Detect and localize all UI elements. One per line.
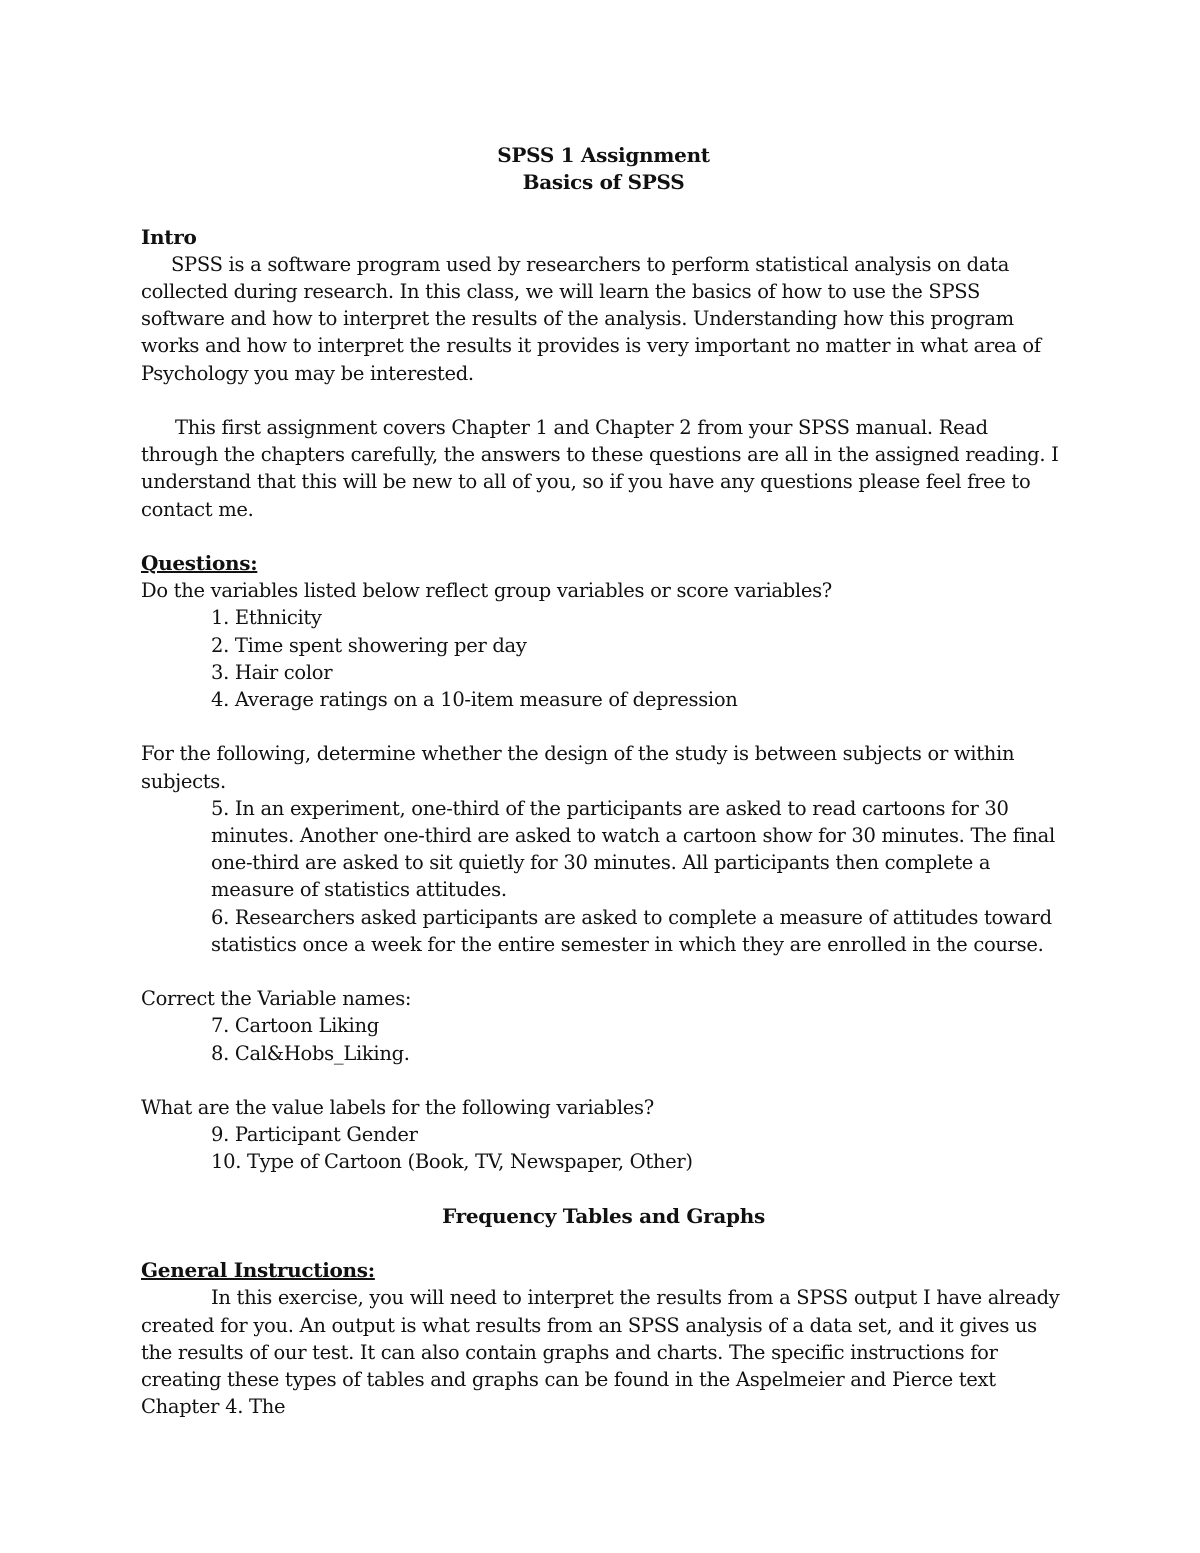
list-item: 8. Cal&Hobs_Liking.: [211, 1041, 410, 1065]
spacer: [141, 1067, 1066, 1094]
spacer: [141, 713, 1066, 740]
spacer: [141, 1230, 1066, 1257]
design-prompt: For the following, determine whether the design of the study is between subjects or within subjects.: [141, 742, 1015, 793]
variable-names-prompt: Correct the Variable names:: [141, 987, 412, 1011]
list-item: 4. Average ratings on a 10-item measure of depression: [211, 688, 738, 712]
list-item: 6. Researchers asked participants are asked to complete a measure of attitudes toward statistics once a week for the entire semester in which they are enrolled in the course.: [211, 905, 1052, 956]
questions-heading: Questions:: [141, 551, 258, 575]
spacer: [141, 1176, 1066, 1203]
list-item: 1. Ethnicity: [211, 606, 322, 630]
list-item: 3. Hair color: [211, 660, 333, 684]
list-item: 5. In an experiment, one-third of the participants are asked to read cartoons for 30 minutes. Another one-third are asked to watch a cartoon show for 30 minutes. The final one-third are asked to sit quietly for 30 minutes. All participants then complete a measure of statistics attitudes.: [211, 796, 1055, 902]
value-labels-prompt: What are the value labels for the following variables?: [141, 1096, 654, 1120]
spacer: [141, 196, 1066, 223]
document-body: [141, 142, 1066, 1420]
intro-heading: Intro: [141, 224, 197, 249]
general-instructions-heading: General Instructions:: [141, 1258, 375, 1283]
value-labels-list: [141, 1121, 1066, 1175]
general-instructions-paragraph: In this exercise, you will need to interpret the results from a SPSS output I have already created for you. An output is what results from an SPSS analysis of a data set, and it gives us the results of our test. It can also contain graphs and charts. The specific instructions for creating these types of tables and graphs can be found in the Aspelmeier and Pierce text Chapter 4. The: [141, 1286, 1060, 1419]
list-item: 2. Time spent showering per day: [211, 633, 527, 657]
frequency-section-heading: Frequency Tables and Graphs: [442, 1203, 765, 1228]
variable-names-list: [141, 1012, 1066, 1066]
title-line-2: Basics of SPSS: [522, 170, 685, 195]
list-item: 10. Type of Cartoon (Book, TV, Newspaper, Other): [211, 1150, 693, 1174]
intro-paragraph-1: SPSS is a software program used by researchers to perform statistical analysis on data collected during research. In this class, we will learn the basics of how to use the SPSS software and how to interpret the results of the analysis. Understanding how this program works and how to interpret the results it provides is very important no matter in what area of Psychology you may be interested.: [141, 252, 1041, 385]
group-variables-prompt: Do the variables listed below reflect group variables or score variables?: [141, 579, 832, 603]
title-line-1: SPSS 1 Assignment: [497, 143, 710, 167]
spacer: [141, 958, 1066, 985]
design-list: [141, 795, 1066, 958]
list-item: 7. Cartoon Liking: [211, 1014, 379, 1038]
spacer: [141, 387, 1066, 414]
list-item: 9. Participant Gender: [211, 1123, 418, 1147]
spacer: [141, 523, 1066, 550]
group-variables-list: [141, 604, 1066, 713]
intro-paragraph-2: This first assignment covers Chapter 1 and Chapter 2 from your SPSS manual. Read through the chapters carefully, the answers to these questions are all in the assigned reading. I understand that this will be new to all of you, so if you have any questions please feel free to contact me.: [141, 416, 1059, 521]
